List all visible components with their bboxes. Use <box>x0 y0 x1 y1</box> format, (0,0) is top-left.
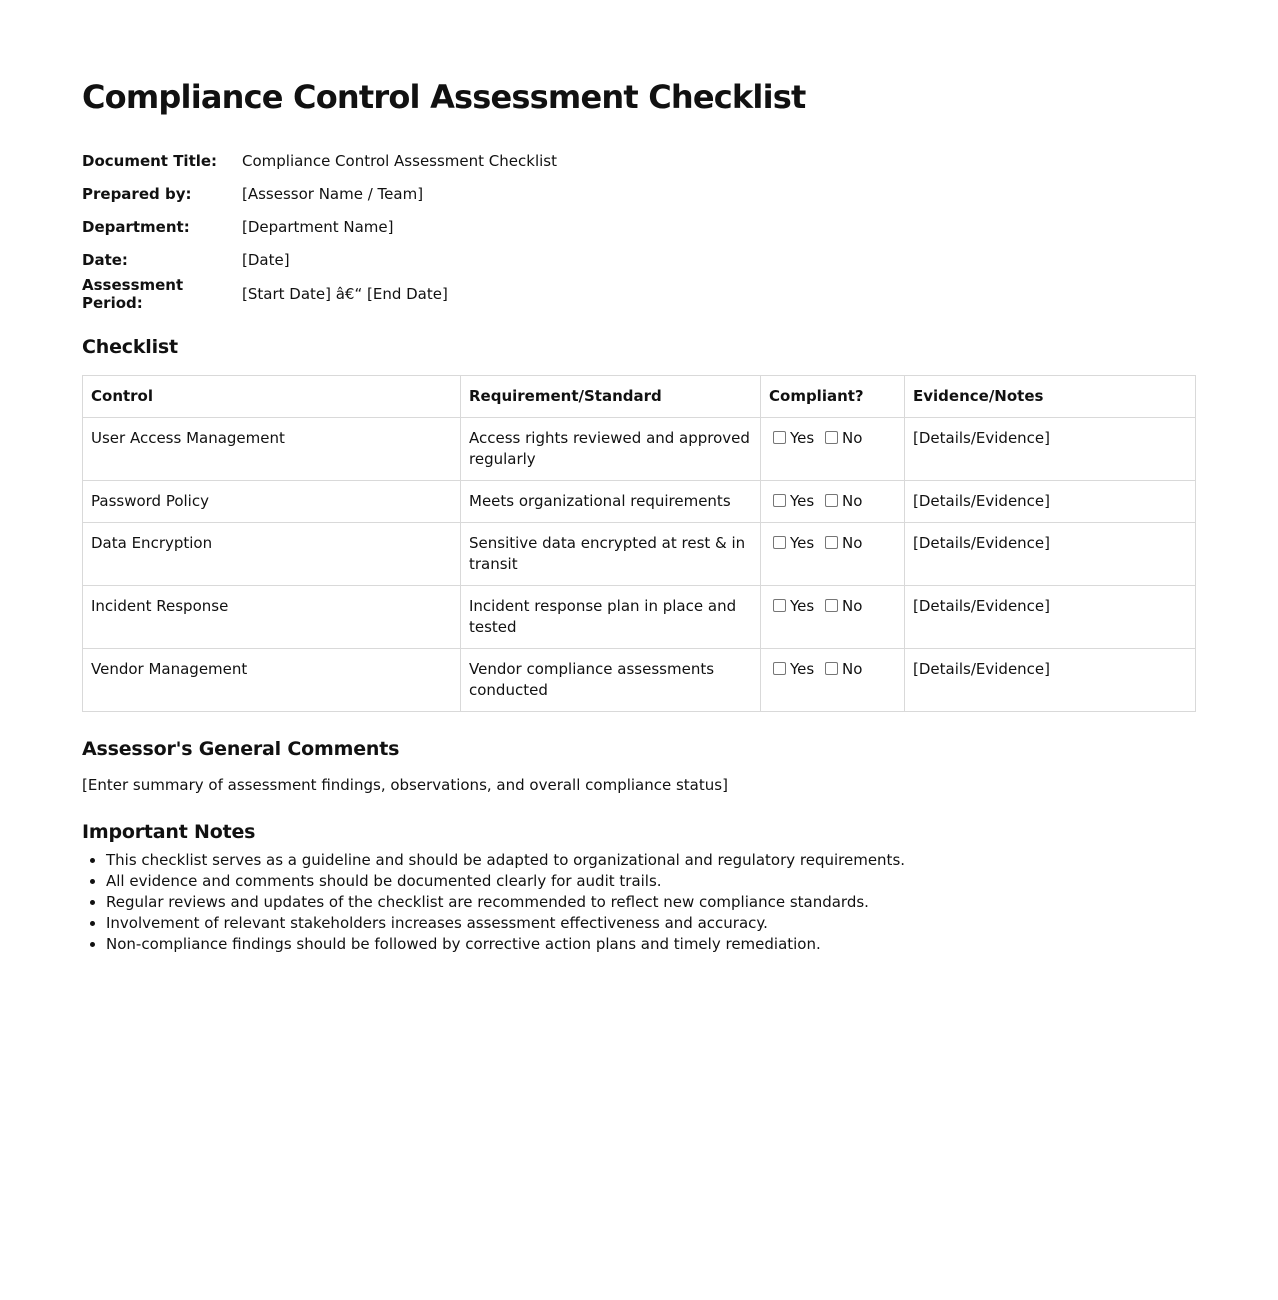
no-checkbox[interactable] <box>825 536 838 549</box>
metadata-label: Date: <box>82 250 128 269</box>
requirement-cell: Meets organizational requirements <box>461 481 761 523</box>
metadata-label: Department: <box>82 217 190 236</box>
column-header-control: Control <box>83 376 461 418</box>
yes-label: Yes <box>790 660 815 678</box>
metadata-label: Prepared by: <box>82 184 192 203</box>
yes-checkbox[interactable] <box>773 431 786 444</box>
metadata-value: Compliance Control Assessment Checklist <box>242 151 557 170</box>
comments-text: [Enter summary of assessment findings, observations, and overall compliance status] <box>82 776 728 794</box>
metadata-row <box>82 243 557 276</box>
control-cell: Incident Response <box>83 586 461 649</box>
compliant-cell <box>761 649 905 712</box>
metadata-row <box>82 177 557 210</box>
metadata-value: [Department Name] <box>242 217 394 236</box>
table-row <box>83 586 1196 649</box>
page-title: Compliance Control Assessment Checklist <box>82 78 806 116</box>
control-cell: User Access Management <box>83 418 461 481</box>
evidence-cell: [Details/Evidence] <box>905 481 1196 523</box>
yes-checkbox[interactable] <box>773 599 786 612</box>
evidence-cell: [Details/Evidence] <box>905 649 1196 712</box>
control-cell: Password Policy <box>83 481 461 523</box>
comments-heading: Assessor's General Comments <box>82 738 400 760</box>
requirement-cell: Access rights reviewed and approved regularly <box>461 418 761 481</box>
yes-label: Yes <box>790 429 815 447</box>
column-header-evidence: Evidence/Notes <box>905 376 1196 418</box>
yes-checkbox[interactable] <box>773 536 786 549</box>
notes-heading: Important Notes <box>82 821 256 843</box>
list-item: • All evidence and comments should be documented clearly for audit trails. <box>106 871 1196 892</box>
metadata-row <box>82 276 557 312</box>
no-label: No <box>842 429 863 447</box>
list-item: • Non-compliance findings should be followed by corrective action plans and timely remediation. <box>106 934 1196 955</box>
no-label: No <box>842 534 863 552</box>
compliant-cell <box>761 418 905 481</box>
metadata-table <box>82 144 557 312</box>
no-label: No <box>842 492 863 510</box>
compliant-cell <box>761 481 905 523</box>
table-row <box>83 523 1196 586</box>
no-checkbox[interactable] <box>825 494 838 507</box>
list-item: • Regular reviews and updates of the checklist are recommended to reflect new compliance standards. <box>106 892 1196 913</box>
no-label: No <box>842 597 863 615</box>
no-checkbox[interactable] <box>825 431 838 444</box>
list-item: • Involvement of relevant stakeholders increases assessment effectiveness and accuracy. <box>106 913 1196 934</box>
column-header-requirement: Requirement/Standard <box>461 376 761 418</box>
table-row <box>83 418 1196 481</box>
checklist-heading: Checklist <box>82 336 178 358</box>
metadata-row <box>82 144 557 177</box>
metadata-value: [Assessor Name / Team] <box>242 184 424 203</box>
evidence-cell: [Details/Evidence] <box>905 418 1196 481</box>
no-label: No <box>842 660 863 678</box>
evidence-cell: [Details/Evidence] <box>905 586 1196 649</box>
no-checkbox[interactable] <box>825 599 838 612</box>
metadata-label: Document Title: <box>82 151 218 170</box>
requirement-cell: Sensitive data encrypted at rest & in transit <box>461 523 761 586</box>
notes-list <box>82 850 1196 955</box>
checklist-table <box>82 375 1196 712</box>
control-cell: Data Encryption <box>83 523 461 586</box>
metadata-label: Assessment Period: <box>82 276 184 312</box>
yes-label: Yes <box>790 597 815 615</box>
no-checkbox[interactable] <box>825 662 838 675</box>
requirement-cell: Vendor compliance assessments conducted <box>461 649 761 712</box>
table-row <box>83 649 1196 712</box>
metadata-value: [Date] <box>242 250 290 269</box>
yes-checkbox[interactable] <box>773 494 786 507</box>
evidence-cell: [Details/Evidence] <box>905 523 1196 586</box>
yes-label: Yes <box>790 534 815 552</box>
requirement-cell: Incident response plan in place and tested <box>461 586 761 649</box>
yes-checkbox[interactable] <box>773 662 786 675</box>
table-header-row <box>83 376 1196 418</box>
metadata-value: [Start Date] â€“ [End Date] <box>242 285 448 303</box>
metadata-row <box>82 210 557 243</box>
compliant-cell <box>761 586 905 649</box>
list-item: • This checklist serves as a guideline and should be adapted to organizational and regulatory requirements. <box>106 850 1196 871</box>
compliant-cell <box>761 523 905 586</box>
yes-label: Yes <box>790 492 815 510</box>
table-row <box>83 481 1196 523</box>
control-cell: Vendor Management <box>83 649 461 712</box>
column-header-compliant: Compliant? <box>761 376 905 418</box>
